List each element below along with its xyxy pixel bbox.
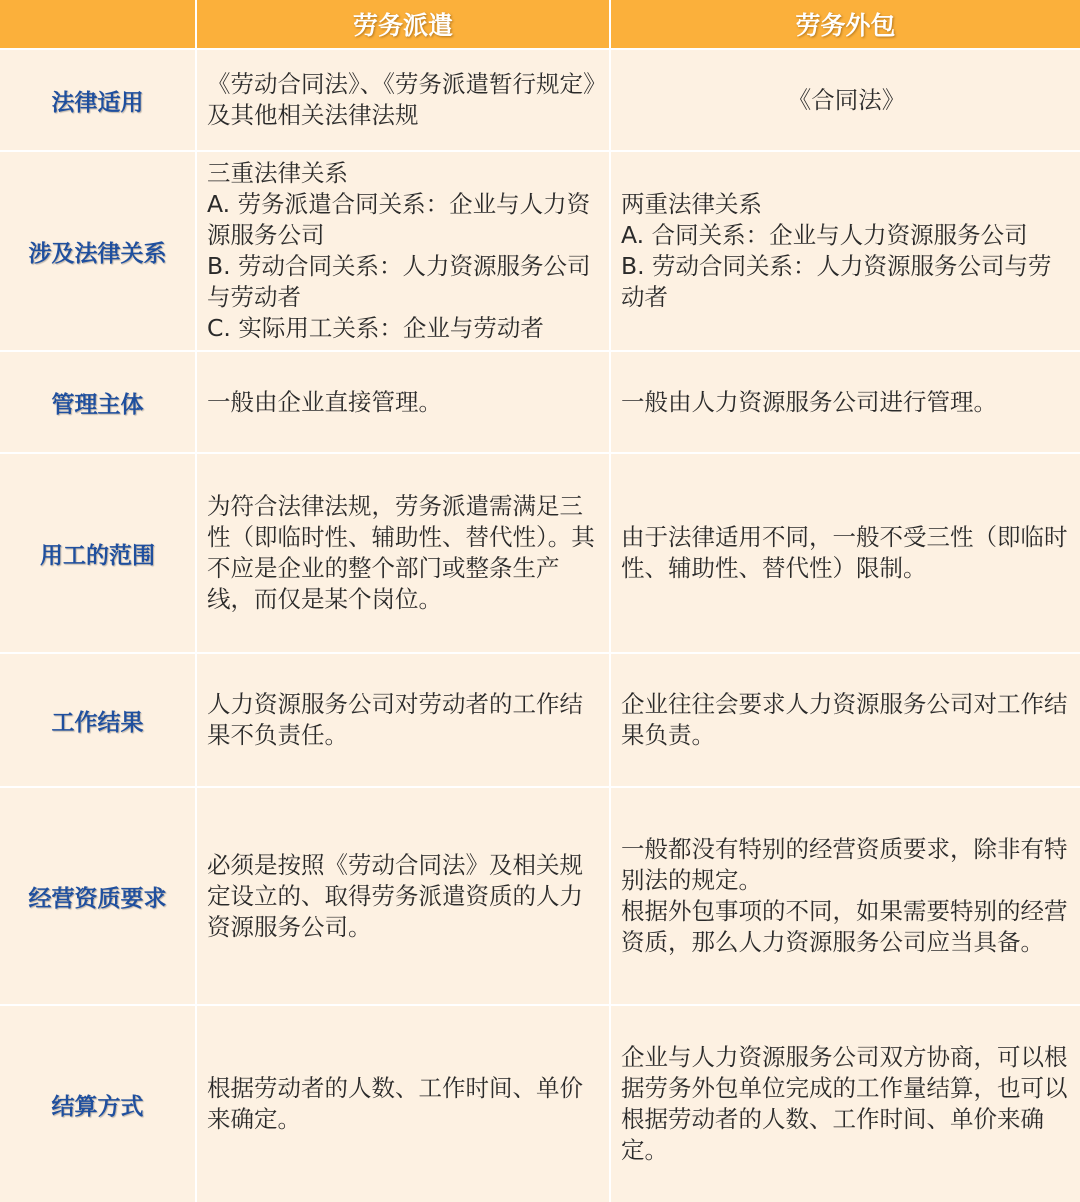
header-dispatch bbox=[197, 0, 609, 48]
legal-relations-outsourcing-list bbox=[621, 189, 1072, 313]
cell-legal-basis-dispatch: 《劳动合同法》、《劳务派遣暂行规定》及其他相关法律法规 bbox=[197, 50, 609, 150]
row-label-management: 管理主体 bbox=[0, 352, 195, 452]
list-item: B. 劳动合同关系：人力资源服务公司与劳动者 bbox=[621, 252, 1052, 311]
cell-settlement-outsourcing: 企业与人力资源服务公司双方协商，可以根据劳务外包单位完成的工作量结算，也可以根据劳动者的人数、工作时间、单价来确定。 bbox=[611, 1006, 1080, 1202]
cell-legal-basis-outsourcing: 《合同法》 bbox=[611, 50, 1080, 150]
cell-settlement-dispatch: 根据劳动者的人数、工作时间、单价来确定。 bbox=[197, 1006, 609, 1202]
cell-management-outsourcing: 一般由人力资源服务公司进行管理。 bbox=[611, 352, 1080, 452]
row-label-scope: 用工的范围 bbox=[0, 454, 195, 652]
list-item: 根据外包事项的不同，如果需要特别的经营资质，那么人力资源服务公司应当具备。 bbox=[621, 897, 1068, 956]
list-item: 两重法律关系 bbox=[621, 190, 762, 218]
row-label-work-result: 工作结果 bbox=[0, 654, 195, 786]
list-item: A. 合同关系：企业与人力资源服务公司 bbox=[621, 221, 1028, 249]
list-item: 三重法律关系 bbox=[207, 159, 348, 187]
header-outsourcing bbox=[611, 0, 1080, 48]
row-label-legal-relations: 涉及法律关系 bbox=[0, 152, 195, 350]
list-item: C. 实际用工关系：企业与劳动者 bbox=[207, 314, 544, 342]
header-dispatch-label: 劳务派遣 bbox=[352, 11, 453, 40]
row-label-legal-basis: 法律适用 bbox=[0, 50, 195, 150]
list-item: B. 劳动合同关系：人力资源服务公司与劳动者 bbox=[207, 252, 591, 311]
cell-scope-outsourcing: 由于法律适用不同，一般不受三性（即临时性、辅助性、替代性）限制。 bbox=[611, 454, 1080, 652]
legal-relations-dispatch-list bbox=[207, 158, 601, 344]
cell-work-result-dispatch: 人力资源服务公司对劳动者的工作结果不负责任。 bbox=[197, 654, 609, 786]
list-item: A. 劳务派遣合同关系：企业与人力资源服务公司 bbox=[207, 190, 591, 249]
cell-legal-relations-outsourcing bbox=[611, 152, 1080, 350]
cell-work-result-outsourcing: 企业往往会要求人力资源服务公司对工作结果负责。 bbox=[611, 654, 1080, 786]
row-label-settlement: 结算方式 bbox=[0, 1006, 195, 1202]
list-item: 一般都没有特别的经营资质要求，除非有特别法的规定。 bbox=[621, 835, 1068, 894]
cell-qualification-outsourcing bbox=[611, 788, 1080, 1004]
header-corner bbox=[0, 0, 195, 48]
header-outsourcing-label: 劳务外包 bbox=[795, 11, 896, 40]
cell-legal-relations-dispatch bbox=[197, 152, 609, 350]
row-label-qualification: 经营资质要求 bbox=[0, 788, 195, 1004]
cell-management-dispatch: 一般由企业直接管理。 bbox=[197, 352, 609, 452]
cell-scope-dispatch: 为符合法律法规，劳务派遣需满足三性（即临时性、辅助性、替代性）。其不应是企业的整个部门或整条生产线，而仅是某个岗位。 bbox=[197, 454, 609, 652]
qualification-outsourcing-list bbox=[621, 834, 1072, 958]
cell-qualification-dispatch: 必须是按照《劳动合同法》及相关规定设立的、取得劳务派遣资质的人力资源服务公司。 bbox=[197, 788, 609, 1004]
